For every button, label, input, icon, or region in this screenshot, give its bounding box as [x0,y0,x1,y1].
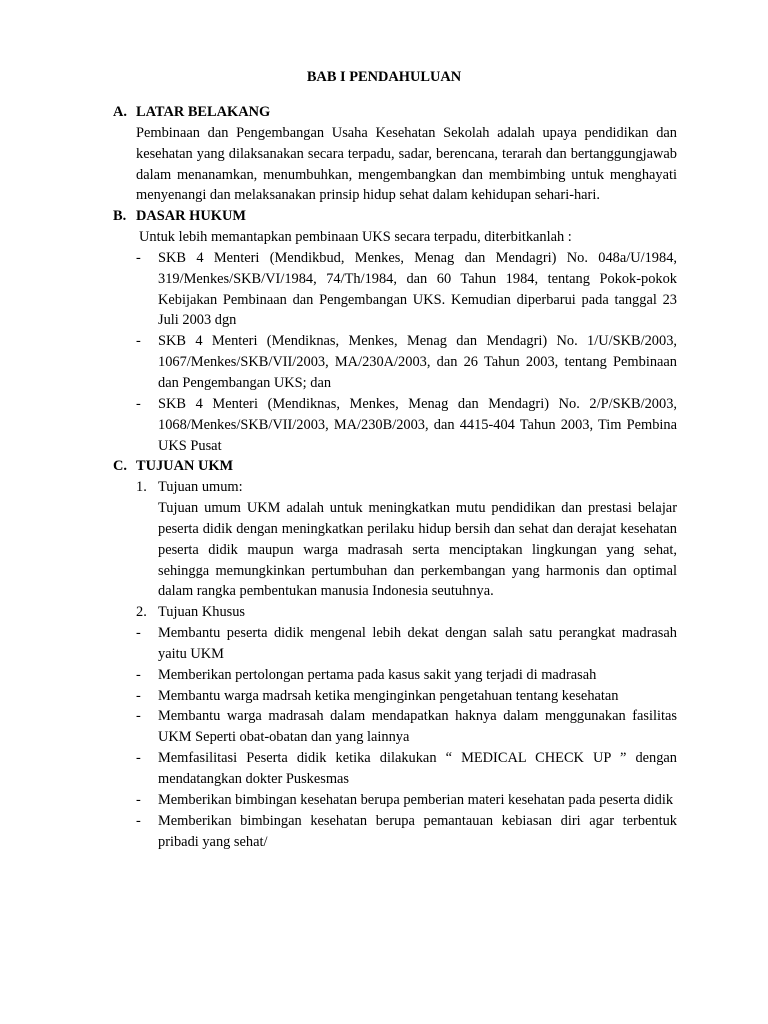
section-heading: LATAR BELAKANG [136,104,271,120]
bullet-dash: - [136,666,141,683]
list-item-text: Memfasilitasi Peserta didik ketika dilakukan “ MEDICAL CHECK UP ” dengan mendatangkan dokter Puskesmas [158,750,677,787]
document-body [113,102,677,852]
list-item [136,790,677,811]
section-dasar-hukum [113,206,677,456]
item-number: 2. [136,604,147,621]
bullet-dash: - [136,687,141,704]
bullet-dash: - [136,812,141,829]
item-paragraph: Tujuan umum UKM adalah untuk meningkatkan mutu pendidikan dan prestasi belajar peserta didik dengan meningkatkan perilaku hidup bersih dan sehat dan derajat kesehatan peserta didik maupun warga madrasah serta menciptakan lingkungan yang sehat, sehingga memungkinkan pertumbuhan dan perkembangan yang harmonis dan optimal dalam rangka pembentukan manusia Indonesia seutuhnya. [158,500,677,600]
numbered-item-specific [136,602,677,623]
section-letter: B. [113,208,127,225]
section-letter: C. [113,458,127,475]
list-item [136,248,677,331]
list-item-text: SKB 4 Menteri (Mendiknas, Menkes, Menag dan Mendagri) No. 1/U/SKB/2003, 1067/Menkes/SKB/VII/2003, MA/230A/2003, dan 26 Tahun 2003, tentang Pembinaan dan Pengembangan UKS; dan [158,333,677,391]
section-tujuan-ukm [113,456,677,852]
list-item-text: Membantu warga madrsah ketika menginginkan pengetahuan tentang kesehatan [158,687,619,704]
item-label: Tujuan Khusus [158,604,246,621]
list-item [136,706,677,748]
section-intro: Untuk lebih memantapkan pembinaan UKS secara terpadu, diterbitkanlah : [139,229,572,246]
bullet-dash: - [136,249,141,266]
item-label: Tujuan umum: [158,479,243,496]
page-title: BAB I PENDAHULUAN [306,69,462,85]
list-item [136,394,677,457]
list-item [136,623,677,665]
list-item [136,811,677,853]
list-item-text: Membantu warga madrasah dalam mendapatkan haknya dalam menggunakan fasilitas UKM Seperti obat-obatan dan yang lainnya [158,708,677,746]
section-latar-belakang [113,102,677,206]
section-heading: DASAR HUKUM [136,208,246,225]
list-item-text: Memberikan bimbingan kesehatan berupa pemantauan kebiasan diri agar terbentuk pribadi yang sehat/ [158,812,677,850]
bullet-dash: - [136,395,141,412]
list-item [136,331,677,394]
list-item [136,665,677,686]
bullet-dash: - [136,333,141,350]
bullet-dash: - [136,750,141,767]
list-item-text: SKB 4 Menteri (Mendikbud, Menkes, Menag dan Mendagri) No. 048a/U/1984, 319/Menkes/SKB/VI/1984, 74/Th/1984, dan 60 Tahun 1984, tentang Pokok-pokok Kebijakan Pembinaan dan Pengembangan UKS. Kemudian diperbarui pada tanggal 23 Juli 2003 dgn [158,249,677,329]
section-paragraph: Pembinaan dan Pengembangan Usaha Kesehatan Sekolah adalah upaya pendidikan dan kesehatan yang dilaksanakan secara terpadu, sadar, berencana, terarah dan bertanggungjawab dalam menanamkan, menumbuhkan, mengembangkan dan membimbing untuk menghayati menyenangi dan melaksanakan prinsip hidup sehat dalam kehidupan sehari-hari. [136,124,677,204]
list-item-text: SKB 4 Menteri (Mendiknas, Menkes, Menag dan Mendagri) No. 2/P/SKB/2003, 1068/Menkes/SKB/VII/2003, MA/230B/2003, dan 4415-404 Tahun 2003, Tim Pembina UKS Pusat [158,395,677,454]
bullet-dash: - [136,791,141,808]
section-letter: A. [113,104,127,120]
section-heading: TUJUAN UKM [136,458,234,475]
bullet-dash: - [136,625,141,642]
list-item-text: Memberikan bimbingan kesehatan berupa pemberian materi kesehatan pada peserta didik [158,791,674,808]
numbered-item-general [136,477,677,602]
list-item-text: Membantu peserta didik mengenal lebih dekat dengan salah satu perangkat madrasah yaitu UKM [158,625,677,662]
item-number: 1. [136,479,147,496]
list-item [136,686,677,707]
list-item-text: Memberikan pertolongan pertama pada kasus sakit yang terjadi di madrasah [158,666,597,683]
bullet-dash: - [136,708,141,725]
list-item [136,748,677,790]
